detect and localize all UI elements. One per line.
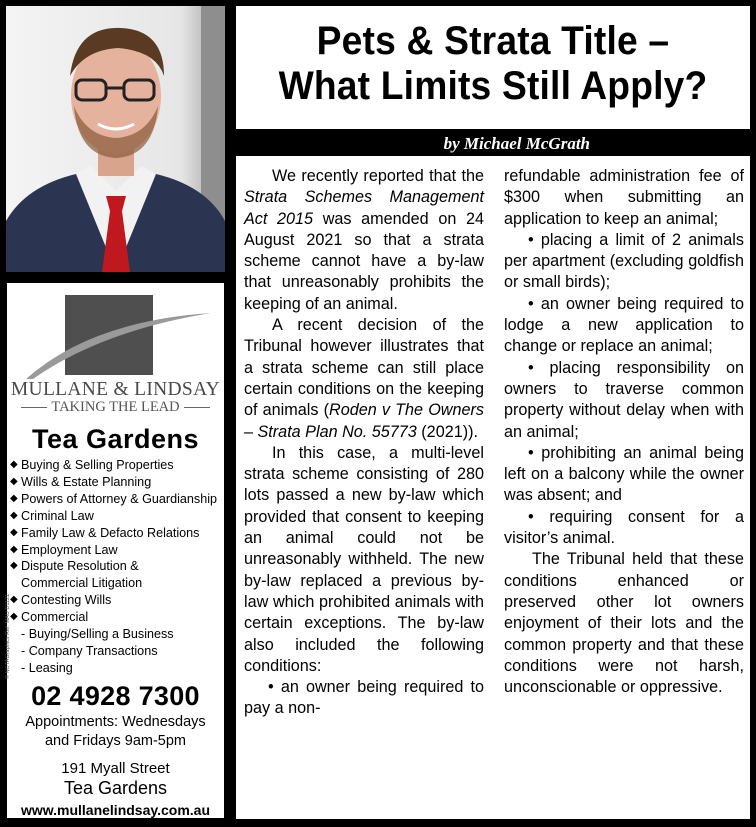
case-name: Roden v The Owners – Strata Plan No. 55773 <box>244 401 484 441</box>
graphics-credit: © NOTAGraphics Ref: MAU D1121 <box>5 593 11 679</box>
service-item <box>7 525 224 542</box>
text: (2021)). <box>416 422 478 441</box>
condition-bullet: • an owner being required to lodge a new application to change or replace an animal; <box>504 294 744 356</box>
article-body <box>236 156 750 819</box>
condition-bullet: • placing a limit of 2 animals per apartment (excluding goldfish or small birds); <box>504 230 744 292</box>
services-list <box>7 457 224 677</box>
diamond-bullet-icon: ◆ <box>10 543 18 555</box>
appointments-info <box>7 713 224 751</box>
paragraph: In this case, a multi-level strata scheme consisting of 280 lots passed a new by-law which provided that consent to keeping an animal could not be unreasonably withheld. The new by-law replaced a previous by-law which prohibited animals with certain exceptions. The by-law also included the following conditions: <box>244 443 484 675</box>
address-town: Tea Gardens <box>63 777 168 798</box>
service-item <box>7 474 224 491</box>
service-text: - Buying/Selling a Business <box>21 627 174 642</box>
service-item <box>7 643 224 660</box>
service-item <box>7 660 224 677</box>
firm-name: MULLANE & LINDSAY <box>10 379 221 400</box>
service-item <box>7 558 224 575</box>
service-item <box>7 626 224 643</box>
article-byline: by Michael McGrath <box>236 133 750 155</box>
diamond-bullet-icon: ◆ <box>10 594 18 606</box>
service-text: Powers of Attorney & Guardianship <box>21 491 218 506</box>
portrait-image <box>6 6 225 272</box>
diamond-bullet-icon: ◆ <box>10 526 18 538</box>
street-address: 191 Myall Street <box>61 759 170 777</box>
diamond-bullet-icon: ◆ <box>10 509 18 521</box>
service-item <box>7 457 224 474</box>
diamond-bullet-icon: ◆ <box>10 475 18 487</box>
paragraph <box>244 315 484 443</box>
service-item <box>7 508 224 525</box>
tagline-rule <box>21 407 47 409</box>
service-text: Family Law & Defacto Relations <box>21 525 200 540</box>
website-link[interactable]: www.mullanelindsay.com.au <box>20 801 211 818</box>
logo-swoosh-icon <box>21 301 211 381</box>
text: We recently reported that the <box>272 167 484 185</box>
appointments-line: and Fridays 9am-5pm <box>44 732 187 749</box>
service-item <box>7 575 224 592</box>
title-line: What Limits Still Apply? <box>278 64 708 108</box>
author-photo <box>6 6 225 272</box>
article-column-left <box>244 166 484 720</box>
service-text: - Leasing <box>21 660 73 675</box>
diamond-bullet-icon: ◆ <box>10 560 18 572</box>
firm-tagline <box>7 399 224 416</box>
service-text: Wills & Estate Planning <box>21 474 152 489</box>
service-item <box>7 542 224 559</box>
diamond-bullet-icon: ◆ <box>10 611 18 623</box>
service-text: - Company Transactions <box>21 643 158 658</box>
service-text: Buying & Selling Properties <box>21 458 174 472</box>
tagline-rule <box>184 407 210 409</box>
condition-bullet-continued: refundable administration fee of $300 when submitting an application to keep an animal; <box>504 167 744 228</box>
paragraph: The Tribunal held that these conditions enhanced or preserved other lot owners enjoyment of their lots and the common property and that these conditions were not harsh, unconscionable or oppressive. <box>504 550 744 697</box>
office-town-heading: Tea Gardens <box>31 424 200 454</box>
tagline-text: TAKING THE LEAD <box>51 399 180 415</box>
condition-bullet: • an owner being required to pay a non- <box>244 678 484 718</box>
text: was amended on 24 August 2021 so that a strata scheme cannot have a by-law that unreasonably prohibits the keeping of an animal. <box>244 209 484 313</box>
service-text: Dispute Resolution & <box>21 559 139 574</box>
diamond-bullet-icon: ◆ <box>10 459 18 470</box>
appointments-line: Appointments: Wednesdays <box>25 713 206 730</box>
text: A recent decision of the Tribunal however illustrates that a strata scheme can still place certain conditions on the keeping of animals ( <box>244 316 484 420</box>
service-text: Commercial Litigation <box>21 576 143 591</box>
paragraph <box>244 166 484 315</box>
service-text: Commercial <box>21 610 89 625</box>
service-text: Contesting Wills <box>21 593 112 608</box>
service-text: Employment Law <box>21 542 118 557</box>
condition-bullet: • placing responsibility on owners to traverse common property without delay when with an animal; <box>504 358 744 441</box>
firm-logo <box>7 283 224 391</box>
condition-bullet: • requiring consent for a visitor’s animal. <box>504 507 744 548</box>
title-line: Pets & Strata Title – <box>316 19 670 63</box>
diamond-bullet-icon: ◆ <box>10 492 18 504</box>
service-item <box>7 491 224 508</box>
phone-number[interactable]: 02 4928 7300 <box>31 680 200 711</box>
act-name: Strata Schemes Management Act 2015 <box>244 188 484 228</box>
condition-bullet: • prohibiting an animal being left on a balcony while the owner was absent; and <box>504 443 744 505</box>
service-item <box>7 609 224 626</box>
service-text: Criminal Law <box>21 508 94 523</box>
article-column-right <box>504 166 744 698</box>
article-title <box>254 6 732 109</box>
service-item <box>7 592 224 609</box>
article-title-box <box>236 6 750 129</box>
law-firm-advert <box>6 282 225 819</box>
